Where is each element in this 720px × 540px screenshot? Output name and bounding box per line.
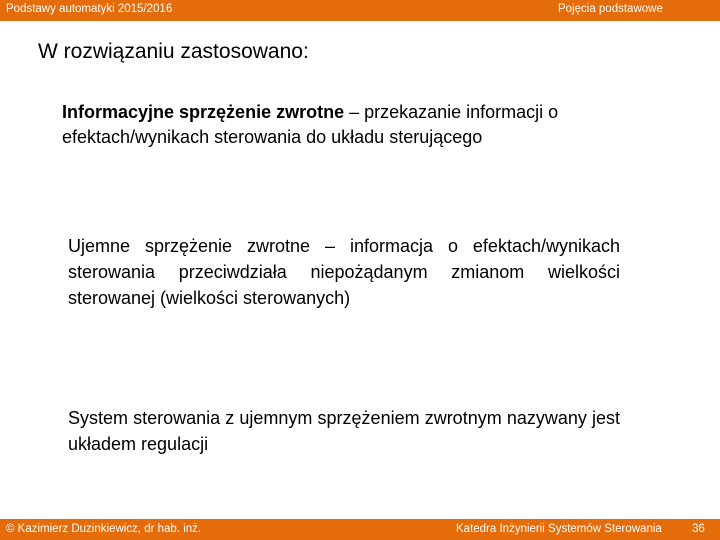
course-title: Podstawy automatyki 2015/2016 bbox=[6, 3, 173, 15]
header-bar bbox=[0, 0, 720, 21]
footer-bar bbox=[0, 519, 720, 540]
slide-heading: W rozwiązaniu zastosowano: bbox=[38, 40, 309, 63]
definition-control-system: System sterowania z ujemnym sprzężeniem zwrotnym nazywany jest układem regulacji bbox=[68, 408, 620, 454]
page-number: 36 bbox=[692, 523, 705, 535]
definition-feedback bbox=[62, 100, 642, 150]
footer-department: Katedra Inżynierii Systemów Sterowania bbox=[456, 523, 662, 535]
footer-author: © Kazimierz Duzinkiewicz, dr hab. inż. bbox=[6, 523, 202, 535]
definition-negative-feedback: Ujemne sprzężenie zwrotne – informacja o efektach/wynikach sterowania przeciwdziała niepożądanym zmianom wielkości sterowanej (wielkości sterowanych) bbox=[68, 236, 620, 308]
definition-term: Informacyjne sprzężenie zwrotne bbox=[62, 102, 345, 122]
definition-text: – przekazanie informacji o efektach/wynikach sterowania do układu sterującego bbox=[62, 102, 559, 147]
section-title: Pojęcia podstawowe bbox=[558, 3, 663, 15]
